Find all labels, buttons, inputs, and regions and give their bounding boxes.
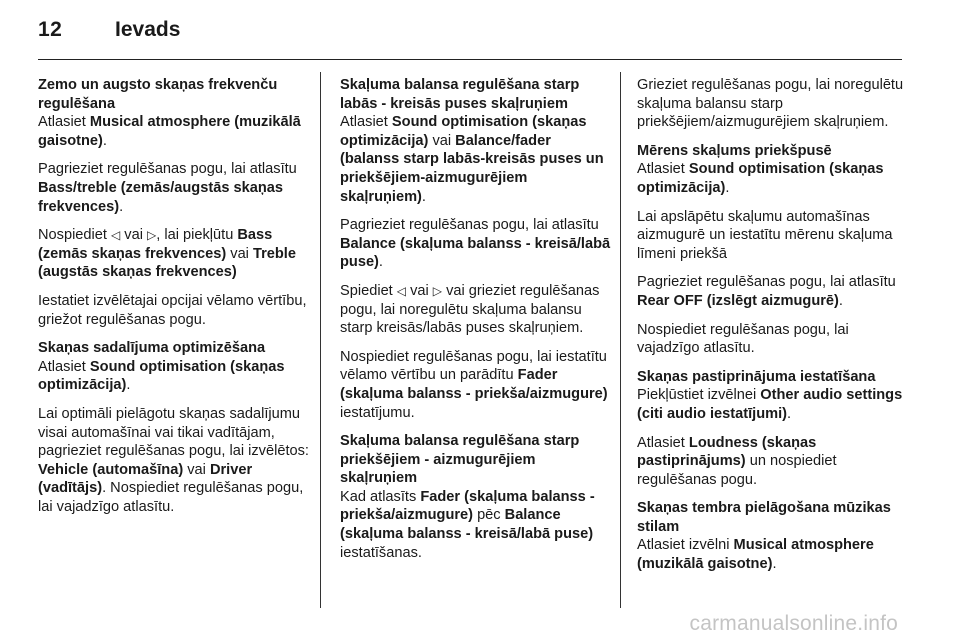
column-3: [637, 76, 905, 584]
paragraph: Pagrieziet regulēšanas pogu, lai atlasītu Rear OFF (izslēgt aizmugurē).: [637, 274, 896, 309]
section-heading-left-right-balance: Skaļuma balansa regulēšana starp labās - kreisās puses skaļruņiem: [340, 77, 580, 112]
page-number: 12: [38, 18, 63, 41]
paragraph: Nospiediet ◁ vai ▷, lai piekļūtu Bass (zemās skaņas frekvences) vai Treble (augstās skaņas frekvences): [38, 227, 296, 281]
section-heading-front-rear-fader: Skaļuma balansa regulēšana starp priekšējiem - aizmugurējiem skaļruņiem: [340, 433, 580, 487]
paragraph: Piekļūstiet izvēlnei Other audio settings (citi audio iestatījumi).: [637, 387, 903, 422]
section-heading-loudness: Skaņas pastiprinājuma iestatīšana: [637, 368, 876, 385]
section-heading-sound-distribution: Skaņas sadalījuma optimizēšana: [38, 340, 266, 357]
paragraph: Atlasiet Loudness (skaņas pastiprinājums) un nospiediet regulēšanas pogu.: [637, 434, 837, 488]
paragraph: Atlasiet izvēlni Musical atmosphere (muzikālā gaisotne).: [637, 537, 874, 573]
paragraph: Pagrieziet regulēšanas pogu, lai atlasītu Balance (skaļuma balanss - kreisā/labā puse).: [340, 217, 611, 271]
header-rule: [38, 59, 902, 60]
column-1: [38, 76, 310, 526]
page-header: [0, 0, 960, 56]
section-heading-moderate-front-volume: Mērens skaļums priekšpusē: [637, 142, 832, 159]
paragraph: Iestatiet izvēlētajai opcijai vēlamo vērtību, griežot regulēšanas pogu.: [38, 292, 307, 328]
paragraph: Nospiediet regulēšanas pogu, lai vajadzīgo atlasītu.: [637, 321, 849, 357]
column-2: [340, 76, 612, 572]
left-arrow-icon: ◁: [396, 283, 407, 298]
section-heading-bass-treble: Zemo un augsto skaņas frekvenču regulēšana: [38, 77, 278, 112]
paragraph: Grieziet regulēšanas pogu, lai noregulētu skaļuma balansu starp priekšējiem/aizmugurējiem skaļruņiem.: [637, 77, 904, 131]
section-heading-music-style: Skaņas tembra pielāgošana mūzikas stilam: [637, 500, 891, 535]
column-divider-2: [620, 72, 621, 608]
paragraph: Spiediet ◁ vai ▷ vai grieziet regulēšanas pogu, lai noregulētu skaļuma balansu starp kreisās/labās puses skaļruņiem.: [340, 282, 600, 337]
paragraph: Nospiediet regulēšanas pogu, lai iestatītu vēlamo vērtību un parādītu Fader (skaļuma balanss - priekša/aizmugure) iestatījumu.: [340, 348, 608, 421]
paragraph: Kad atlasīts Fader (skaļuma balanss - priekša/aizmugure) pēc Balance (skaļuma balanss - kreisā/labā puse) iestatīšanas.: [340, 488, 595, 561]
right-arrow-icon: ▷: [432, 283, 443, 298]
paragraph: Atlasiet Musical atmosphere (muzikālā gaisotne).: [38, 114, 301, 149]
page-title: Ievads: [115, 18, 181, 41]
paragraph: Atlasiet Sound optimisation (skaņas optimizācija).: [637, 161, 884, 196]
paragraph: Lai optimāli pielāgotu skaņas sadalījumu visai automašīnai vai tikai vadītājam, pagrieziet regulēšanas pogu, lai izvēlētos: Vehicle (automašīna) vai Driver (vadītājs). Nospiediet regulēšanas pogu, lai vajadzīgo atlasītu.: [38, 405, 309, 515]
paragraph: Pagrieziet regulēšanas pogu, lai atlasītu Bass/treble (zemās/augstās skaņas frekvences).: [38, 161, 297, 215]
paragraph: Atlasiet Sound optimisation (skaņas optimizācija).: [38, 358, 285, 394]
column-divider-1: [320, 72, 321, 608]
left-arrow-icon: ◁: [111, 228, 121, 243]
paragraph: Lai apslāpētu skaļumu automašīnas aizmugurē un iestatītu mērenu skaļuma līmeni priekšā: [637, 208, 893, 262]
paragraph: Atlasiet Sound optimisation (skaņas optimizācija) vai Balance/fader (balanss starp labās-kreisās puses un priekšējiem-aizmugurējiem skaļruņiem).: [340, 114, 604, 205]
watermark: carmanualsonline.info: [689, 612, 898, 635]
right-arrow-icon: ▷: [147, 228, 157, 243]
